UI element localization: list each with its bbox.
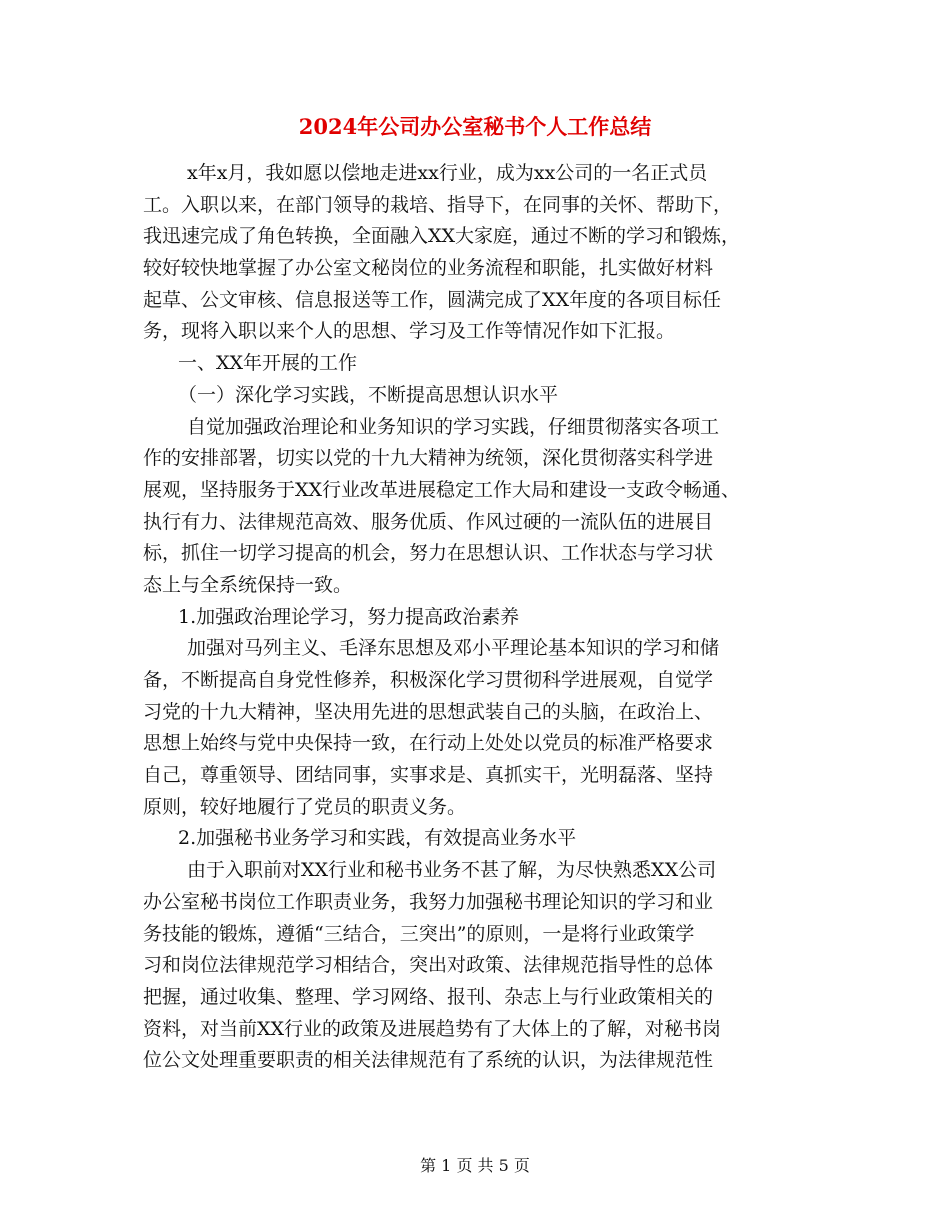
body-line-9: 自觉加强政治理论和业务知识的学习实践，仔细贯彻落实各项工 [187, 415, 720, 438]
body-line-13: 标，抓住一切学习提高的机会，努力在思想认识、工作状态与学习状 [143, 542, 714, 565]
body-line-6: 务，现将入职以来个人的思想、学习及工作等情况作如下汇报。 [143, 320, 676, 343]
body-line-26: 习和岗位法律规范学习相结合，突出对政策、法律规范指导性的总体 [143, 954, 714, 977]
subsection-heading-1: （一）深化学习实践，不断提高思想认识水平 [178, 383, 559, 406]
body-line-14: 态上与全系统保持一致。 [143, 573, 353, 596]
body-line-16: 加强对马列主义、毛泽东思想及邓小平理论基本知识的学习和储 [187, 637, 720, 660]
page-number-footer: 第 1 页 共 5 页 [420, 1156, 530, 1175]
document-body [143, 158, 811, 1077]
body-line-12: 执行有力、法律规范高效、服务优质、作风过硬的一流队伍的进展目 [143, 510, 714, 533]
body-line-10: 作的安排部署，切实以党的十九大精神为统领，深化贯彻落实科学进 [143, 447, 714, 470]
body-line-4: 较好较快地掌握了办公室文秘岗位的业务流程和职能，扎实做好材料 [143, 257, 714, 280]
body-line-20: 自己，尊重领导、团结同事，实事求是、真抓实干，光明磊落、坚持 [143, 764, 714, 787]
item-heading-1: 1.加强政治理论学习，努力提高政治素养 [178, 605, 520, 628]
body-line-27: 把握，通过收集、整理、学习网络、报刊、杂志上与行业政策相关的 [143, 985, 714, 1008]
body-line-21: 原则，较好地履行了党员的职责义务。 [143, 795, 467, 818]
body-line-25: 务技能的锻炼，遵循“三结合，三突出”的原则，一是将行业政策学 [143, 922, 695, 945]
body-line-2: 工。入职以来，在部门领导的栽培、指导下，在同事的关怀、帮助下， [143, 193, 733, 216]
document-title: 2024年公司办公室秘书个人工作总结 [298, 114, 652, 139]
body-line-11: 展观，坚持服务于XX行业改革进展稳定工作大局和建设一支政令畅通、 [143, 478, 741, 501]
body-line-24: 办公室秘书岗位工作职责业务，我努力加强秘书理论知识的学习和业 [143, 890, 714, 913]
item-heading-2: 2.加强秘书业务学习和实践，有效提高业务水平 [178, 827, 577, 850]
body-line-19: 思想上始终与党中央保持一致，在行动上处处以党员的标准严格要求 [143, 732, 714, 755]
body-line-5: 起草、公文审核、信息报送等工作，圆满完成了XX年度的各项目标任 [143, 288, 722, 311]
body-line-29: 位公文处理重要职责的相关法律规范有了系统的认识，为法律规范性 [143, 1049, 714, 1072]
body-line-17: 备，不断提高自身党性修养，积极深化学习贯彻科学进展观，自觉学 [143, 669, 714, 691]
body-line-3: 我迅速完成了角色转换，全面融入XX大家庭，通过不断的学习和锻炼， [143, 225, 741, 248]
section-heading-1: 一、XX年开展的工作 [178, 352, 358, 375]
body-line-18: 习党的十九大精神，坚决用先进的思想武装自己的头脑，在政治上、 [143, 700, 714, 723]
body-line-1: x年x月，我如愿以偿地走进xx行业，成为xx公司的一名正式员 [187, 162, 708, 184]
body-line-23: 由于入职前对XX行业和秘书业务不甚了解，为尽快熟悉XX公司 [187, 859, 717, 882]
body-line-28: 资料，对当前XX行业的政策及进展趋势有了大体上的了解，对秘书岗 [143, 1017, 722, 1040]
